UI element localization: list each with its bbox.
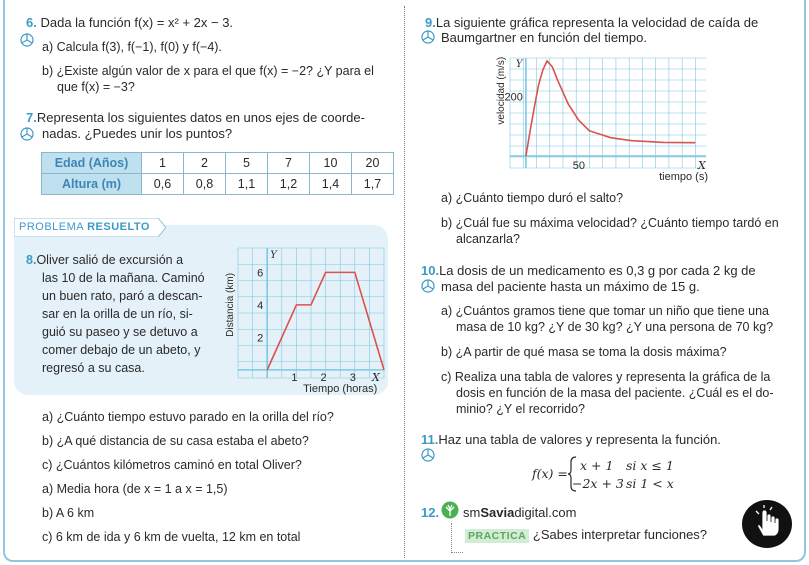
tab-label-normal: PROBLEMA [19, 221, 84, 233]
q10-a-line1: a) ¿Cuántos gramos tiene que tomar un niño que tiene una [441, 304, 769, 318]
q6-stem-line [26, 15, 233, 30]
table-cell: 10 [310, 153, 352, 174]
table-row [42, 174, 394, 195]
q10-stem-line1 [421, 263, 756, 278]
problem-question-b: b) ¿A qué distancia de su casa estaba el abeto? [42, 434, 309, 448]
q9-stem-line1 [425, 15, 758, 30]
group-work-icon [421, 30, 435, 44]
chart-series-line [526, 61, 696, 156]
table-header-cell: Edad (Años) [42, 153, 142, 174]
problem-answer-c: c) 6 km de ida y 6 km de vuelta, 12 km en total [42, 530, 301, 544]
group-work-icon [20, 127, 34, 141]
table-cell: 20 [352, 153, 394, 174]
x-tick-label: 3 [349, 371, 356, 384]
q7-data-table [41, 152, 394, 195]
brand-bold: Savia [480, 505, 515, 520]
table-cell: 1 [142, 153, 184, 174]
q11-case1-expr: x + 1 [580, 458, 614, 473]
table-cell: 1,7 [352, 174, 394, 195]
y-axis-letter: Y [515, 59, 523, 70]
practica-line [465, 527, 707, 544]
table-cell: 0,6 [142, 174, 184, 195]
q11-case1-cond: si x ≤ 1 [626, 458, 674, 473]
q11-fx-label: f(x) = [532, 466, 568, 481]
q9-b-line2: alcanzarla? [456, 232, 520, 246]
q10-c-line3: minio? ¿Y el recorrido? [456, 402, 585, 416]
table-row [42, 153, 394, 174]
table-cell: 0,8 [184, 174, 226, 195]
x-axis-letter: X [372, 370, 380, 384]
group-work-icon [20, 33, 34, 47]
q7-stem1: Representa los siguientes datos en unos ejes de coorde- [36, 110, 365, 125]
q7-stem-line1 [26, 110, 365, 125]
table-cell: 5 [226, 153, 268, 174]
distance-time-chart [224, 246, 390, 396]
q9-number: 9. [425, 15, 436, 30]
table-cell: 1,2 [268, 174, 310, 195]
q10-stem2: masa del paciente hasta un máximo de 15 g. [441, 279, 700, 294]
practica-badge: PRACTICA [465, 529, 529, 543]
velocity-time-chart [494, 54, 720, 184]
x-axis-label: tiempo (s) [659, 171, 708, 183]
problem-line [26, 253, 183, 268]
problem-answer-a: a) Media hora (de x = 1 a x = 1,5) [42, 482, 228, 496]
problem-answer-b: b) A 6 km [42, 506, 95, 520]
y-axis-label: Distancia (km) [225, 272, 236, 337]
y-tick-label: 2 [257, 332, 264, 345]
q10-c-line1: c) Realiza una tabla de valores y representa la gráfica de la [441, 370, 771, 384]
y-tick-label: 200 [504, 91, 523, 104]
solved-problem-tab-label [19, 221, 150, 233]
q9-stem1: La siguiente gráfica representa la velocidad de caída de [435, 15, 759, 30]
q10-number: 10. [421, 263, 440, 278]
q9-b-line1: b) ¿Cuál fue su máxima velocidad? ¿Cuánto tiempo tardó en [441, 216, 779, 230]
practica-connector [451, 523, 463, 553]
q11-case2-cond: si 1 < x [626, 476, 674, 491]
problem-text: un buen rato, paró a descan- [42, 289, 203, 303]
problem-text: guió su paseo y se detuvo a [42, 325, 198, 339]
x-tick-label: 2 [320, 371, 327, 384]
q10-b: b) ¿A partir de qué masa se toma la dosis máxima? [441, 345, 727, 359]
q6-b-line1: b) ¿Existe algún valor de x para el que f(x) = −2? ¿Y para el [42, 64, 374, 78]
x-tick-label: 50 [572, 160, 585, 173]
problem-number: 8. [26, 253, 37, 267]
problem-text: sar en la orilla de un río, si- [42, 307, 193, 321]
y-tick-label: 6 [257, 267, 264, 280]
q11-case2-expr: −2x + 3 [572, 476, 624, 491]
q7-number: 7. [26, 110, 37, 125]
q9-stem2: Baumgartner en función del tiempo. [441, 30, 647, 45]
table-cell: 2 [184, 153, 226, 174]
q6-b-line2: que f(x) = −3? [57, 80, 135, 94]
q9-a: a) ¿Cuánto tiempo duró el salto? [441, 191, 624, 205]
q6-a: a) Calcula f(3), f(−1), f(0) y f(−4). [42, 40, 222, 54]
chart-grid [510, 58, 706, 168]
problem-text: comer debajo de un abeto, y [42, 343, 201, 357]
y-axis-letter: Y [270, 250, 277, 261]
tab-label-bold: RESUELTO [87, 221, 150, 233]
table-cell: 1,4 [310, 174, 352, 195]
x-axis-label: Tiempo (horas) [303, 383, 378, 395]
group-work-icon [421, 448, 435, 462]
group-work-icon [421, 279, 435, 293]
brand-pre: sm [463, 505, 481, 520]
x-axis-letter: X [698, 159, 706, 173]
q10-c-line2: dosis en función de la masa del paciente. ¿Cuál es el do- [456, 386, 774, 400]
table-cell: 7 [268, 153, 310, 174]
q11-stem-line [421, 432, 721, 447]
table-header-cell: Altura (m) [42, 174, 142, 195]
brand-post: digital.com [514, 505, 577, 520]
practica-question[interactable]: ¿Sabes interpretar funciones? [532, 527, 708, 542]
y-tick-label: 4 [257, 299, 264, 312]
q11-number: 11. [421, 432, 439, 447]
problem-text: las 10 de la mañana. Caminó [42, 271, 205, 285]
click-hand-icon[interactable] [741, 499, 793, 549]
q11-stem: Haz una tabla de valores y representa la función. [438, 432, 721, 447]
table-cell: 1,1 [226, 174, 268, 195]
smsavia-leaf-logo [441, 501, 459, 519]
problem-text: Oliver salió de excursión a [36, 253, 184, 267]
problem-text: regresó a su casa. [42, 361, 145, 375]
q10-a-line2: masa de 10 kg? ¿Y de 30 kg? ¿Y una persona de 70 kg? [456, 320, 774, 334]
q7-stem2: nadas. ¿Puedes unir los puntos? [42, 126, 233, 141]
q6-stem: Dada la función f(x) = x² + 2x − 3. [40, 15, 234, 30]
problem-question-a: a) ¿Cuánto tiempo estuvo parado en la orilla del río? [42, 410, 334, 424]
q6-number: 6. [26, 15, 37, 30]
column-divider [404, 6, 405, 558]
y-axis-label: velocidad (m/s) [496, 56, 507, 125]
q12-number: 12. [421, 505, 440, 520]
smsavia-link[interactable] [463, 505, 576, 520]
x-tick-label: 1 [291, 371, 298, 384]
problem-question-c: c) ¿Cuántos kilómetros caminó en total Oliver? [42, 458, 302, 472]
q10-stem1: La dosis de un medicamento es 0,3 g por cada 2 kg de [439, 263, 756, 278]
